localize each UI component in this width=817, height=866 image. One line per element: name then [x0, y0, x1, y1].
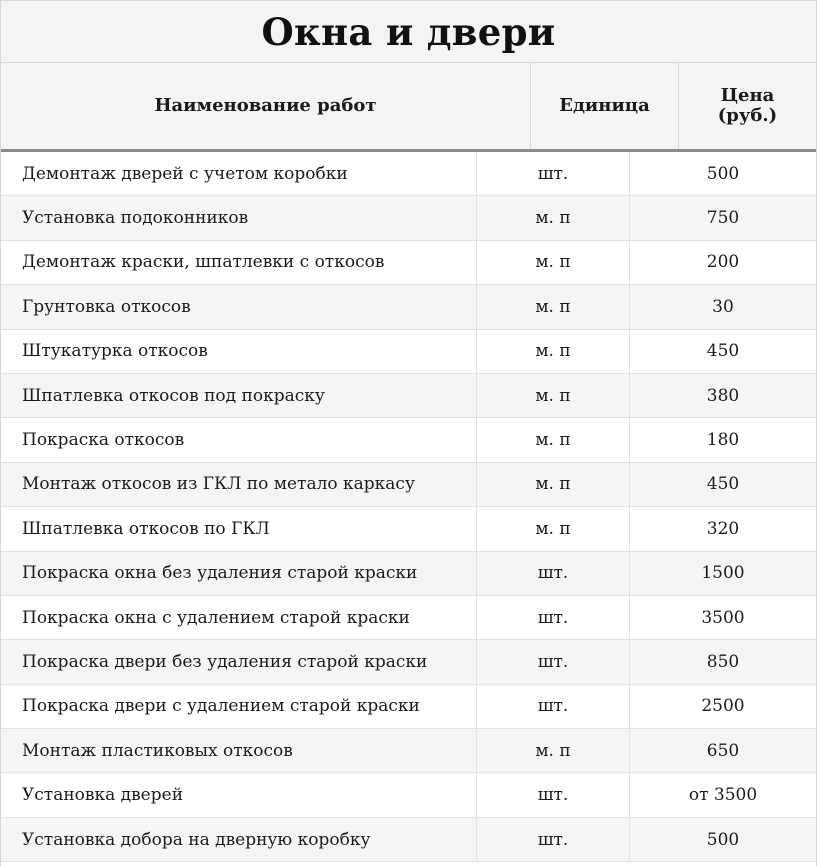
page-title: Окна и двери	[261, 9, 556, 54]
cell-price: 500	[706, 829, 740, 850]
table-row	[1, 241, 816, 285]
cell-unit: м. п	[477, 285, 630, 328]
cell-name: Грунтовка откосов	[1, 285, 477, 328]
table-row	[1, 818, 816, 862]
cell-price: 200	[706, 252, 740, 273]
table-row	[1, 152, 816, 196]
header-price: Цена (руб.)	[717, 85, 778, 126]
table-row	[1, 729, 816, 773]
cell-unit: м. п	[477, 374, 630, 417]
table-row	[1, 640, 816, 684]
table-row	[1, 463, 816, 507]
header-unit: Единица	[531, 63, 679, 149]
header-name: Наименование работ	[1, 63, 531, 149]
cell-name: Установка добора на дверную коробку	[1, 818, 477, 861]
cell-price: 380	[706, 385, 740, 406]
cell-unit: м. п	[477, 463, 630, 506]
cell-price: 320	[706, 518, 740, 539]
table-row	[1, 507, 816, 551]
cell-name: Покраска двери без удаления старой краски	[1, 640, 477, 683]
table-row	[1, 685, 816, 729]
table-row	[1, 773, 816, 817]
cell-name: Установка дверей	[1, 773, 477, 816]
cell-price: 650	[706, 740, 740, 761]
cell-name: Покраска откосов	[1, 418, 477, 461]
table-row	[1, 552, 816, 596]
cell-unit: шт.	[477, 152, 630, 195]
table-row	[1, 374, 816, 418]
cell-price: 500	[706, 163, 740, 184]
cell-price: 1500	[701, 563, 745, 584]
cell-price: 30	[712, 296, 734, 317]
cell-unit: м. п	[477, 418, 630, 461]
cell-unit: шт.	[477, 640, 630, 683]
cell-price: 850	[706, 651, 740, 672]
table-body	[1, 152, 816, 862]
cell-unit: м. п	[477, 196, 630, 239]
cell-price: 750	[706, 208, 740, 229]
cell-name: Демонтаж дверей с учетом коробки	[1, 152, 477, 195]
cell-unit: м. п	[477, 729, 630, 772]
cell-unit: шт.	[477, 596, 630, 639]
cell-unit: шт.	[477, 685, 630, 728]
cell-price: 3500	[701, 607, 745, 628]
cell-price: 450	[706, 341, 740, 362]
cell-unit: шт.	[477, 818, 630, 861]
cell-name: Покраска двери с удалением старой краски	[1, 685, 477, 728]
cell-price: 450	[706, 474, 740, 495]
table-row	[1, 596, 816, 640]
cell-name: Установка подоконников	[1, 196, 477, 239]
table-header	[1, 63, 816, 152]
cell-name: Покраска окна с удалением старой краски	[1, 596, 477, 639]
table-row	[1, 285, 816, 329]
table-row	[1, 330, 816, 374]
cell-name: Монтаж откосов из ГКЛ по метало каркасу	[1, 463, 477, 506]
cell-name: Покраска окна без удаления старой краски	[1, 552, 477, 595]
cell-name: Шпатлевка откосов по ГКЛ	[1, 507, 477, 550]
table-row	[1, 196, 816, 240]
cell-unit: шт.	[477, 552, 630, 595]
cell-name: Штукатурка откосов	[1, 330, 477, 373]
cell-name: Шпатлевка откосов под покраску	[1, 374, 477, 417]
cell-price: от 3500	[688, 785, 758, 806]
cell-unit: шт.	[477, 773, 630, 816]
cell-unit: м. п	[477, 330, 630, 373]
cell-name: Демонтаж краски, шпатлевки с откосов	[1, 241, 477, 284]
cell-name: Монтаж пластиковых откосов	[1, 729, 477, 772]
cell-unit: м. п	[477, 507, 630, 550]
cell-unit: м. п	[477, 241, 630, 284]
table-row	[1, 418, 816, 462]
cell-price: 2500	[701, 696, 745, 717]
cell-price: 180	[706, 430, 740, 451]
title-bar	[1, 0, 816, 63]
